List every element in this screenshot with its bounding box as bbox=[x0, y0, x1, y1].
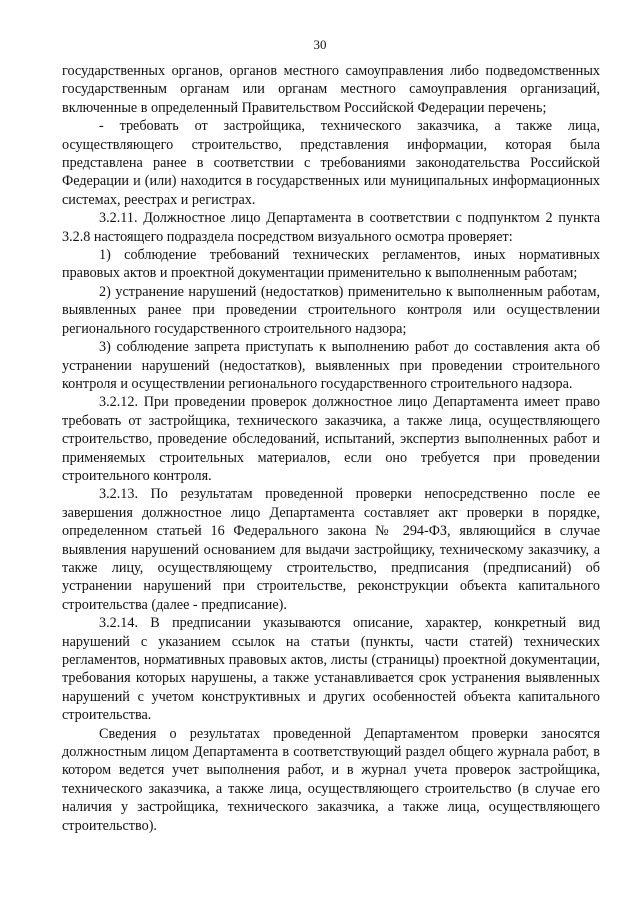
paragraph-3-2-13: 3.2.13. По результатам проведенной проверки непосредственно после ее завершения должностное лицо Департамента составляет акт проверки в порядке, определенном статьей 16 Федерального закона № 294-ФЗ, являющийся в случае выявления нарушений основанием для выдачи застройщику, техническому заказчику, а также лицу, осуществляющему строительство, предписания (предписаний) об устранении нарушений при строительстве, реконструкции объекта капитального строительства (далее - предписание). bbox=[62, 486, 600, 613]
paragraph-require-information: - требовать от застройщика, технического заказчика, а также лица, осуществляющего строительство, представления информации, которая была представлена ранее в соответствии с требованиями законодательства Российской Федерации и (или) находится в государственных или муниципальных информационных системах, реестрах и регистрах. bbox=[62, 118, 600, 208]
paragraph-inspection-records: Сведения о результатах проведенной Департаментом проверки заносятся должностным лицом Департамента в соответствующий раздел общего журнала работ, в котором ведется учет выполнения работ, и в журнал учета проверок застройщика, технического заказчика, а также лица, осуществляющего строительство (в случае его наличия у застройщика, технического заказчика, а также лица, осуществляющего строительство). bbox=[62, 725, 600, 834]
paragraph-continuation: государственных органов, органов местного самоуправления либо подведомственных государственным органам или органам местного самоуправления организаций, включенные в определенный Правительством Российской Федерации перечень; bbox=[62, 63, 600, 116]
paragraph-3-2-11-item-3: 3) соблюдение запрета приступать к выполнению работ до составления акта об устранении нарушений (недостатков), выявленных при проведении строительного контроля и осуществлении регионального государственного строительного надзора. bbox=[62, 339, 600, 392]
paragraph-3-2-11-item-2: 2) устранение нарушений (недостатков) применительно к выполненным работам, выявленных ранее при проведении строительного контроля или осуществлении регионального государственного строительного надзора; bbox=[62, 283, 600, 337]
paragraph-3-2-11: 3.2.11. Должностное лицо Департамента в соответствии с подпунктом 2 пункта 3.2.8 настоящего подраздела посредством визуального осмотра проверяет: bbox=[62, 210, 600, 245]
document-body bbox=[62, 62, 600, 835]
paragraph-3-2-12: 3.2.12. При проведении проверок должностное лицо Департамента имеет право требовать от застройщика, технического заказчика, а также лица, осуществляющего строительство, проведение обследований, испытаний, экспертиз выполненных работ и применяемых строительных материалов, если оно требуется при проведении строительного контроля. bbox=[62, 394, 600, 484]
page-number: 30 bbox=[313, 37, 327, 52]
paragraph-3-2-11-item-1: 1) соблюдение требований технических регламентов, иных нормативных правовых актов и проектной документации применительно к выполненным работам; bbox=[62, 247, 600, 282]
paragraph-3-2-14: 3.2.14. В предписании указываются описание, характер, конкретный вид нарушений с указанием ссылок на статьи (пункты, части статей) технических регламентов, нормативных правовых актов, листы (страницы) проектной документации, требования которых нарушены, а также устанавливается срок устранения выявленных нарушений с учетом конструктивных и других особенностей объекта капитального строительства. bbox=[62, 615, 600, 724]
